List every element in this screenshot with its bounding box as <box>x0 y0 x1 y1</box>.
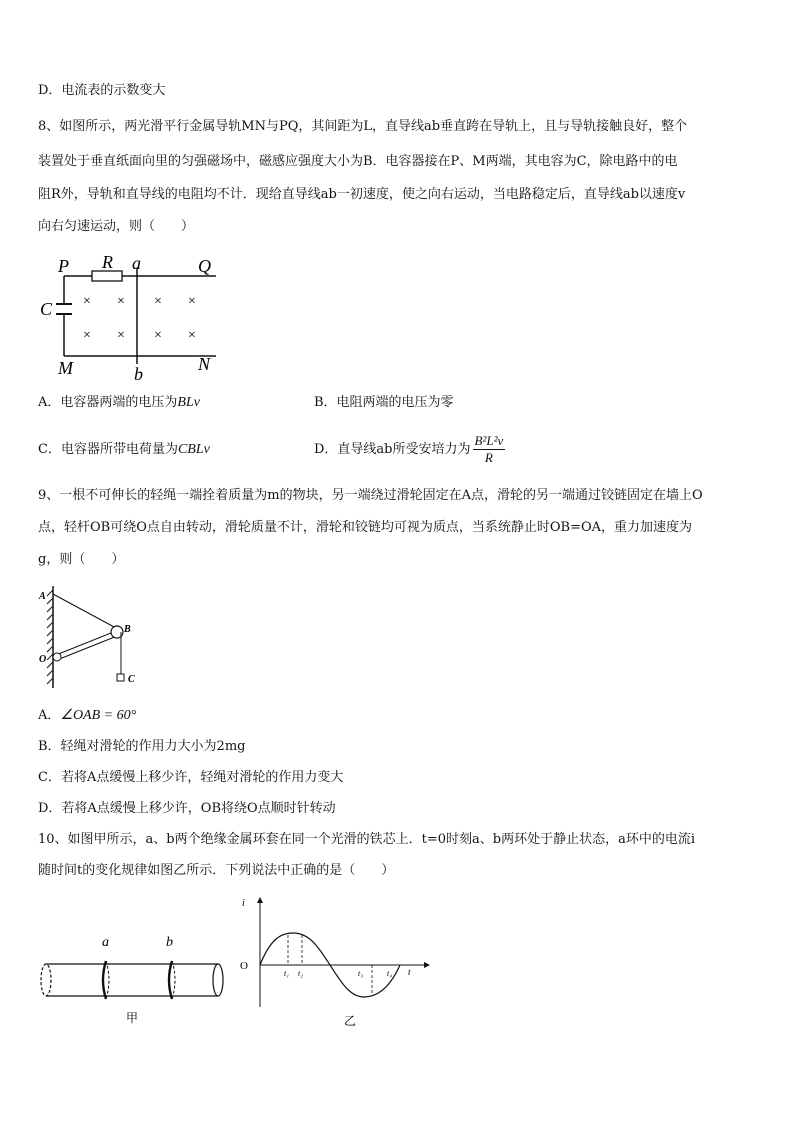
label-i-axis: i <box>242 898 245 909</box>
label-p: P <box>58 256 69 276</box>
label-origin: O <box>240 960 248 972</box>
q9-stem-line2: 点，轻杆OB可绕O点自由转动，滑轮质量不计，滑轮和铰链均可视为质点，当系统静止时OB=OA，重力加速度为 <box>38 520 693 535</box>
label-a: A <box>39 591 46 602</box>
label-jia: 甲 <box>126 1011 139 1025</box>
tick-t4: t₄ <box>387 969 393 978</box>
q8-option-c <box>38 441 210 459</box>
label-b: b <box>134 364 143 382</box>
field-cross: × <box>83 294 91 309</box>
tick-t1: t₁ <box>284 969 290 978</box>
q8-stem-line3: 阻R外，导轨和直导线的电阻均不计．现给直导线ab一初速度，使之向右运动，当电路稳定后，直导线ab以速度v <box>38 187 686 202</box>
fraction-denominator: R <box>484 450 493 465</box>
label-c: C <box>128 674 135 685</box>
q8-option-a-expr: BLv <box>177 395 200 410</box>
field-cross: × <box>154 294 162 309</box>
q8-option-a <box>38 394 200 412</box>
label-o: O <box>39 654 47 665</box>
tick-t2: t₂ <box>298 969 304 978</box>
field-cross: × <box>117 328 125 343</box>
q9-option-c: C．若将A点缓慢上移少许，轻绳对滑轮的作用力变大 <box>38 770 344 785</box>
q10-figure-yi <box>236 895 436 1035</box>
q8-stem-line4: 向右匀速运动，则（ ） <box>38 219 195 234</box>
q9-pulley-figure <box>36 582 146 694</box>
label-a: a <box>132 253 141 273</box>
q9-stem-line1: 9、一根不可伸长的轻绳一端拴着质量为m的物块，另一端绕过滑轮固定在A点，滑轮的另一端通过铰链固定在墙上O <box>38 488 703 503</box>
q8-stem-line2: 装置处于垂直纸面向里的匀强磁场中，磁感应强度大小为B．电容器接在P、M两端，其电容为C，除电路中的电 <box>38 154 678 169</box>
q9-option-d: D．若将A点缓慢上移少许，OB将绕O点顺时针转动 <box>38 801 336 816</box>
q8-option-d-text: D．直导线ab所受安培力为 <box>314 442 471 457</box>
field-cross: × <box>83 328 91 343</box>
q7-option-d: D．电流表的示数变大 <box>38 83 166 98</box>
label-ring-a: a <box>102 935 109 950</box>
q8-option-c-expr: CBLv <box>177 442 210 457</box>
fraction-numerator: B²L²v <box>474 433 504 448</box>
label-r: R <box>102 252 113 272</box>
label-c: C <box>40 299 53 319</box>
q8-circuit-figure <box>36 252 226 382</box>
label-t-axis: t <box>408 967 411 977</box>
q8-option-d <box>314 432 505 468</box>
q8-stem-line1: 8、如图所示，两光滑平行金属导轨MN与PQ，其间距为L，直导线ab垂直跨在导轨上，且与导轨接触良好，整个 <box>38 119 688 134</box>
q9-stem-line3: g，则（ ） <box>38 552 125 567</box>
label-n: N <box>198 354 211 374</box>
q8-option-a-text: A．电容器两端的电压为 <box>38 395 178 410</box>
q9-option-b: B．轻绳对滑轮的作用力大小为2mg <box>38 739 246 754</box>
q8-option-c-text: C．电容器所带电荷量为 <box>38 442 178 457</box>
label-m: M <box>58 358 73 378</box>
q10-figure-jia <box>36 930 236 1030</box>
label-q: Q <box>198 256 211 276</box>
field-cross: × <box>154 328 162 343</box>
label-yi: 乙 <box>344 1014 357 1028</box>
q9-option-a <box>38 707 136 725</box>
label-ring-b: b <box>166 935 173 950</box>
tick-t3: t₃ <box>358 969 364 978</box>
q8-option-d-fraction <box>473 433 506 466</box>
q10-stem-line1: 10、如图甲所示，a、b两个绝缘金属环套在同一个光滑的铁芯上．t=0时刻a、b两环处于静止状态，a环中的电流i <box>38 832 695 847</box>
q8-option-b: B．电阻两端的电压为零 <box>314 395 454 410</box>
field-cross: × <box>188 328 196 343</box>
q9-option-a-expr: ∠OAB = 60° <box>60 708 137 723</box>
field-cross: × <box>188 294 196 309</box>
q9-option-a-text: A． <box>38 708 61 723</box>
field-cross: × <box>117 294 125 309</box>
label-b: B <box>124 624 131 635</box>
q10-stem-line2: 随时间t的变化规律如图乙所示．下列说法中正确的是（ ） <box>38 863 395 878</box>
